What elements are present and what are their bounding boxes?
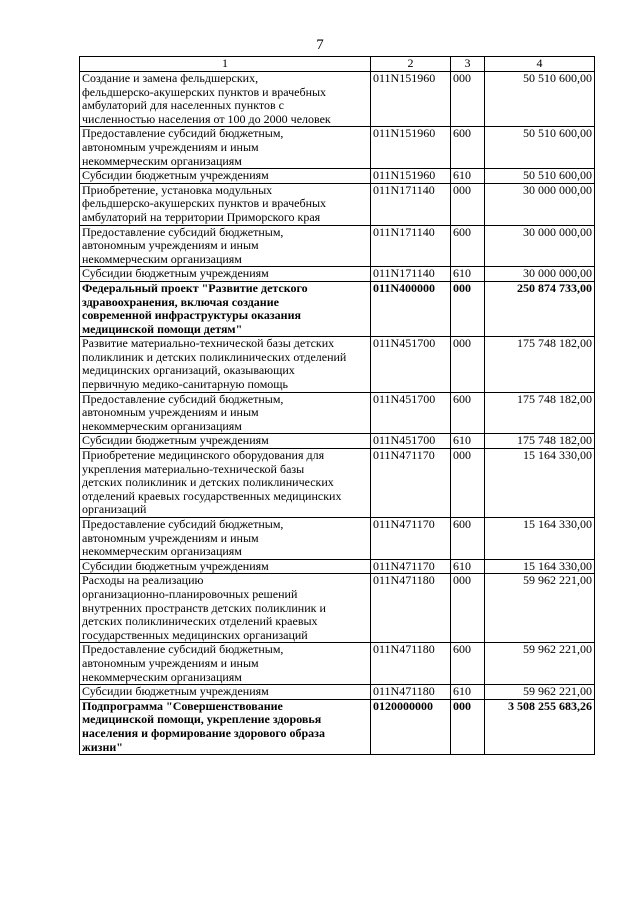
- row-name-line: Предоставление субсидий бюджетным,: [82, 126, 284, 141]
- row-kind: 600: [451, 518, 485, 560]
- page-number: 7: [316, 37, 324, 53]
- row-name-line: здравоохранения, включая создание: [82, 294, 279, 309]
- row-name-line: Предоставление субсидий бюджетным,: [82, 517, 284, 531]
- row-name-line: Субсидии бюджетным учреждениям: [82, 266, 269, 281]
- table-row: [80, 699, 595, 754]
- row-code: 011N471170: [371, 559, 451, 574]
- table-row: [80, 434, 595, 449]
- table-row: [80, 169, 595, 184]
- row-amount: 30 000 000,00: [485, 225, 595, 267]
- row-name-line: фельдшерско-акушерских пунктов и врачебных: [82, 84, 327, 99]
- header-col-2: 2: [371, 57, 451, 72]
- row-name-line: государственных медицинских организаций: [82, 627, 308, 642]
- row-kind: 610: [451, 685, 485, 700]
- row-name: [80, 225, 371, 267]
- row-kind: 000: [451, 449, 485, 518]
- row-code: 011N171140: [371, 183, 451, 225]
- row-name-line: автономным учреждениям и иным: [82, 238, 259, 253]
- row-kind: 000: [451, 574, 485, 643]
- table-row: [80, 685, 595, 700]
- row-amount: 15 164 330,00: [485, 449, 595, 518]
- row-amount: 175 748 182,00: [485, 434, 595, 449]
- row-name: [80, 169, 371, 184]
- row-kind: 600: [451, 392, 485, 434]
- table-row: [80, 225, 595, 267]
- row-name-line: Предоставление субсидий бюджетным,: [82, 391, 284, 406]
- row-kind: 610: [451, 434, 485, 449]
- row-name-line: Субсидии бюджетным учреждениям: [82, 684, 269, 699]
- row-name-line: первичную медико-санитарную помощь: [82, 377, 289, 392]
- row-code: 011N471180: [371, 574, 451, 643]
- row-kind: 610: [451, 267, 485, 282]
- row-code: 0120000000: [371, 699, 451, 754]
- row-code: 011N400000: [371, 281, 451, 336]
- header-col-4: 4: [485, 57, 595, 72]
- row-kind: 600: [451, 225, 485, 267]
- row-amount: 59 962 221,00: [485, 643, 595, 685]
- row-name-line: Развитие материально-технической базы детских: [82, 336, 335, 351]
- row-name: [80, 559, 371, 574]
- row-name: [80, 518, 371, 560]
- row-amount: 15 164 330,00: [485, 518, 595, 560]
- row-name-line: автономным учреждениям и иным: [82, 655, 259, 670]
- row-amount: 3 508 255 683,26: [485, 699, 595, 754]
- budget-table: [79, 56, 595, 755]
- header-row: [80, 57, 595, 72]
- row-amount: 175 748 182,00: [485, 337, 595, 392]
- header-col-1: 1: [80, 57, 371, 72]
- table-row: [80, 574, 595, 643]
- row-code: 011N151960: [371, 72, 451, 127]
- table-row: [80, 281, 595, 336]
- row-name-line: отделений краевых государственных медицинских: [82, 488, 342, 503]
- row-name-line: организационно-планировочных решений: [82, 586, 298, 601]
- row-name: [80, 699, 371, 754]
- row-kind: 610: [451, 169, 485, 184]
- row-kind: 000: [451, 72, 485, 127]
- row-name-line: медицинской помощи, укрепление здоровья: [82, 712, 322, 727]
- row-name-line: Предоставление субсидий бюджетным,: [82, 642, 284, 657]
- row-name: [80, 434, 371, 449]
- row-name-line: Приобретение медицинского оборудования для: [82, 448, 325, 463]
- row-code: 011N151960: [371, 169, 451, 184]
- row-name: [80, 392, 371, 434]
- table-row: [80, 267, 595, 282]
- row-name-line: некоммерческим организациям: [82, 153, 242, 168]
- row-name-line: автономным учреждениям и иным: [82, 139, 259, 154]
- row-name-line: Субсидии бюджетным учреждениям: [82, 433, 269, 448]
- row-name: [80, 281, 371, 336]
- row-amount: 50 510 600,00: [485, 127, 595, 169]
- row-name-line: некоммерческим организациям: [82, 251, 242, 266]
- table-row: [80, 337, 595, 392]
- table-row: [80, 643, 595, 685]
- row-name-line: внутренних пространств детских поликлиник и: [82, 600, 326, 615]
- row-name-line: Федеральный проект "Развитие детского: [82, 280, 308, 295]
- header-col-3: 3: [451, 57, 485, 72]
- row-name-line: поликлиник и детских поликлинических отделений: [82, 349, 347, 364]
- row-amount: 30 000 000,00: [485, 267, 595, 282]
- row-name-line: жизни": [82, 739, 123, 754]
- row-kind: 610: [451, 559, 485, 574]
- row-amount: 175 748 182,00: [485, 392, 595, 434]
- row-name: [80, 685, 371, 700]
- row-kind: 000: [451, 699, 485, 754]
- row-code: 011N471180: [371, 685, 451, 700]
- row-kind: 000: [451, 281, 485, 336]
- row-amount: 59 962 221,00: [485, 685, 595, 700]
- row-name-line: организаций: [82, 502, 147, 517]
- table-row: [80, 518, 595, 560]
- row-code: 011N471180: [371, 643, 451, 685]
- row-name-line: современной инфраструктуры оказания: [82, 308, 302, 323]
- table-row: [80, 72, 595, 127]
- row-name: [80, 574, 371, 643]
- row-name-line: Предоставление субсидий бюджетным,: [82, 224, 284, 239]
- row-code: 011N151960: [371, 127, 451, 169]
- row-name-line: некоммерческим организациям: [82, 418, 242, 433]
- row-name: [80, 72, 371, 127]
- row-name-line: Приобретение, установка модульных: [82, 182, 273, 197]
- row-amount: 50 510 600,00: [485, 169, 595, 184]
- row-name-line: детских поликлиник и детских поликлинических: [82, 475, 334, 490]
- row-code: 011N171140: [371, 267, 451, 282]
- table-row: [80, 392, 595, 434]
- row-name-line: численностью населения от 100 до 2000 человек: [82, 111, 331, 126]
- row-name-line: Подпрограмма "Совершенствование: [82, 698, 283, 713]
- row-kind: 600: [451, 127, 485, 169]
- row-name: [80, 267, 371, 282]
- row-name-line: Создание и замена фельдшерских,: [82, 71, 259, 85]
- row-name-line: некоммерческим организациям: [82, 544, 242, 559]
- row-name-line: Субсидии бюджетным учреждениям: [82, 168, 269, 183]
- row-kind: 000: [451, 183, 485, 225]
- table-row: [80, 559, 595, 574]
- row-amount: 250 874 733,00: [485, 281, 595, 336]
- row-name: [80, 337, 371, 392]
- row-amount: 50 510 600,00: [485, 72, 595, 127]
- table-row: [80, 183, 595, 225]
- table-row: [80, 449, 595, 518]
- row-name: [80, 183, 371, 225]
- table-row: [80, 127, 595, 169]
- row-kind: 600: [451, 643, 485, 685]
- row-name-line: амбулаторий на территории Приморского края: [82, 209, 321, 224]
- row-code: 011N471170: [371, 518, 451, 560]
- row-name-line: амбулаторий для населенных пунктов с: [82, 98, 284, 113]
- row-name-line: детских поликлинических отделений краевых: [82, 614, 318, 629]
- row-name-line: автономным учреждениям и иным: [82, 530, 259, 545]
- row-code: 011N471170: [371, 449, 451, 518]
- row-amount: 15 164 330,00: [485, 559, 595, 574]
- row-code: 011N171140: [371, 225, 451, 267]
- row-name-line: Субсидии бюджетным учреждениям: [82, 558, 269, 573]
- row-name-line: фельдшерско-акушерских пунктов и врачебных: [82, 196, 327, 211]
- row-amount: 59 962 221,00: [485, 574, 595, 643]
- row-amount: 30 000 000,00: [485, 183, 595, 225]
- row-name-line: медицинской помощи детям": [82, 321, 243, 336]
- row-name-line: автономным учреждениям и иным: [82, 405, 259, 420]
- row-kind: 000: [451, 337, 485, 392]
- row-name-line: Расходы на реализацию: [82, 573, 204, 588]
- row-code: 011N451700: [371, 337, 451, 392]
- row-code: 011N451700: [371, 392, 451, 434]
- row-name-line: некоммерческим организациям: [82, 669, 242, 684]
- row-name-line: медицинских организаций, оказывающих: [82, 363, 295, 378]
- row-name: [80, 127, 371, 169]
- row-name-line: укрепления материально-технической базы: [82, 461, 305, 476]
- row-name-line: населения и формирование здорового образа: [82, 725, 325, 740]
- row-name: [80, 643, 371, 685]
- row-name: [80, 449, 371, 518]
- row-code: 011N451700: [371, 434, 451, 449]
